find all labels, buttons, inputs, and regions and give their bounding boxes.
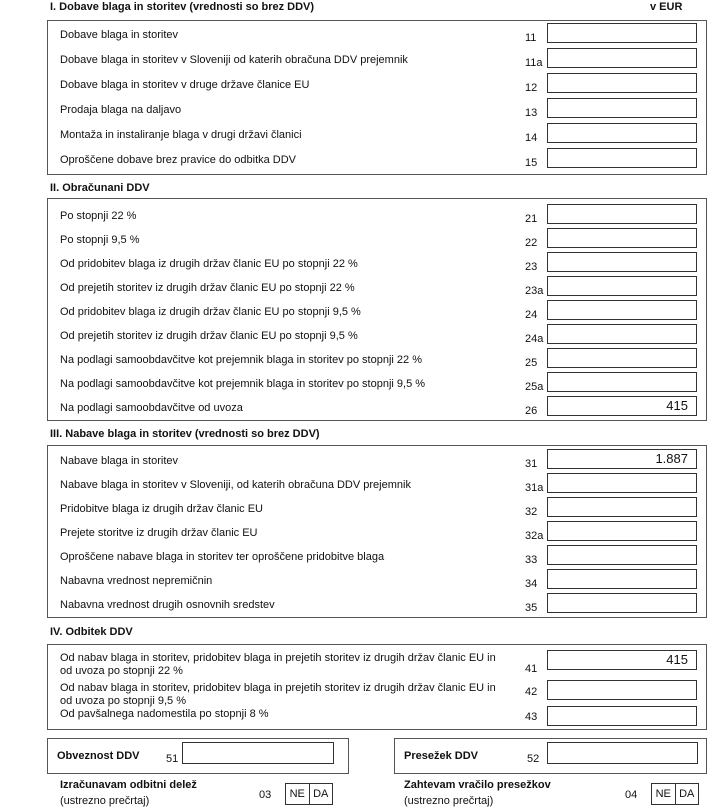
row-15 [48, 148, 706, 173]
vracilo-choice [651, 783, 699, 805]
amount-input-34[interactable] [547, 569, 697, 589]
row-code: 26 [525, 405, 538, 417]
row-25 [48, 348, 706, 373]
presezek-label: Presežek DDV [404, 750, 478, 762]
row-label: Na podlagi samoobdavčitve kot prejemnik blaga in storitev po stopnji 22 % [60, 354, 422, 366]
row-code: 11 [525, 32, 537, 44]
row-code: 12 [525, 82, 538, 94]
row-code: 24 [525, 309, 538, 321]
row-code: 23 [525, 261, 538, 273]
row-code: 24a [525, 333, 544, 345]
vracilo-da[interactable]: DA [675, 784, 699, 804]
row-31a [48, 473, 706, 498]
section-1-box [47, 20, 707, 175]
row-code: 22 [525, 237, 538, 249]
row-31 [48, 449, 706, 474]
row-33 [48, 545, 706, 570]
row-label: Montaža in instaliranje blaga v drugi državi članici [60, 129, 302, 141]
amount-input-32a[interactable] [547, 521, 697, 541]
row-code: 42 [525, 686, 538, 698]
row-code: 43 [525, 711, 538, 723]
row-label: Od nabav blaga in storitev, pridobitev blaga in prejetih storitev iz drugih držav članic EU in od uvoza po stopnji 9,5 % [60, 682, 496, 707]
presezek-code: 52 [527, 753, 540, 765]
row-label: Od pavšalnega nadomestila po stopnji 8 % [60, 708, 269, 720]
row-24 [48, 300, 706, 325]
amount-input-23[interactable] [547, 252, 697, 272]
presezek-input[interactable] [547, 742, 698, 764]
row-23a [48, 276, 706, 301]
row-41 [48, 650, 706, 678]
row-code: 31 [525, 458, 538, 470]
row-code: 23a [525, 285, 544, 297]
amount-input-26[interactable]: 415 [547, 396, 697, 416]
vracilo-ne[interactable]: NE [655, 788, 671, 800]
amount-input-25a[interactable] [547, 372, 697, 392]
row-26 [48, 396, 706, 421]
amount-input-15[interactable] [547, 148, 697, 168]
row-label: Po stopnji 9,5 % [60, 234, 140, 246]
row-label: Dobave blaga in storitev [60, 29, 179, 41]
amount-input-24a[interactable] [547, 324, 697, 344]
obveznost-label: Obveznost DDV [57, 750, 140, 762]
row-label: Dobave blaga in storitev v druge države članice EU [60, 79, 310, 91]
obveznost-code: 51 [166, 753, 179, 765]
section-4-box [47, 644, 707, 730]
row-label: Od pridobitev blaga iz drugih držav članic EU po stopnji 22 % [60, 258, 358, 270]
amount-input-33[interactable] [547, 545, 697, 565]
odbitni-delez-subtitle: (ustrezno prečrtaj) [60, 795, 150, 807]
odbitni-delez-code: 03 [259, 789, 272, 801]
row-code: 32a [525, 530, 544, 542]
odbitni-delez-title: Izračunavam odbitni delež [60, 779, 197, 791]
row-43 [48, 706, 706, 728]
section-3-box [47, 445, 707, 618]
odbitni-delez-da[interactable]: DA [309, 784, 333, 804]
row-label: Nabave blaga in storitev [60, 455, 179, 467]
currency-unit: v EUR [650, 1, 683, 13]
row-code: 41 [525, 663, 538, 675]
amount-input-24[interactable] [547, 300, 697, 320]
amount-input-32[interactable] [547, 497, 697, 517]
amount-input-42[interactable] [547, 680, 697, 700]
amount-input-35[interactable] [547, 593, 697, 613]
amount-input-43[interactable] [547, 706, 697, 726]
vracilo-code: 04 [625, 789, 638, 801]
row-11 [48, 23, 706, 48]
row-label: Nabavna vrednost drugih osnovnih sredstev [60, 599, 275, 611]
amount-input-22[interactable] [547, 228, 697, 248]
row-code: 25 [525, 357, 538, 369]
amount-input-31a[interactable] [547, 473, 697, 493]
amount-input-12[interactable] [547, 73, 697, 93]
row-12 [48, 73, 706, 98]
row-code: 25a [525, 381, 544, 393]
presezek-box [394, 738, 707, 774]
row-label: Po stopnji 22 % [60, 210, 137, 222]
row-22 [48, 228, 706, 253]
row-label: Nabave blaga in storitev v Sloveniji, od katerih obračuna DDV prejemnik [60, 479, 411, 491]
row-42 [48, 680, 706, 706]
row-code: 31a [525, 482, 544, 494]
row-label: Na podlagi samoobdavčitve kot prejemnik blaga in storitev po stopnji 9,5 % [60, 378, 426, 390]
odbitni-delez-choice [285, 783, 333, 805]
row-label: Nabavna vrednost nepremičnin [60, 575, 213, 587]
row-label: Dobave blaga in storitev v Sloveniji od katerih obračuna DDV prejemnik [60, 54, 408, 66]
vracilo-title: Zahtevam vračilo presežkov [404, 779, 551, 791]
row-23 [48, 252, 706, 277]
section-3-title: III. Nabave blaga in storitev (vrednosti so brez DDV) [50, 428, 320, 440]
section-1-title: I. Dobave blaga in storitev (vrednosti so brez DDV) [50, 1, 315, 13]
vracilo-subtitle: (ustrezno prečrtaj) [404, 795, 494, 807]
row-code: 34 [525, 578, 538, 590]
section-2-title: II. Obračunani DDV [50, 182, 150, 194]
row-13 [48, 98, 706, 123]
row-25a [48, 372, 706, 397]
row-11a [48, 48, 706, 73]
row-code: 21 [525, 213, 538, 225]
amount-input-11a[interactable] [547, 48, 697, 68]
row-label: Prodaja blaga na daljavo [60, 104, 182, 116]
row-code: 33 [525, 554, 538, 566]
amount-input-41[interactable]: 415 [547, 650, 697, 670]
row-code: 32 [525, 506, 538, 518]
row-35 [48, 593, 706, 618]
row-label: Od pridobitev blaga iz drugih držav članic EU po stopnji 9,5 % [60, 306, 361, 318]
row-21 [48, 204, 706, 229]
amount-input-23a[interactable] [547, 276, 697, 296]
odbitni-delez-ne[interactable]: NE [289, 788, 305, 800]
amount-input-31[interactable]: 1.887 [547, 449, 697, 469]
amount-input-21[interactable] [547, 204, 697, 224]
amount-input-14[interactable] [547, 123, 697, 143]
row-label: Od prejetih storitev iz drugih držav članic EU po stopnji 22 % [60, 282, 355, 294]
row-label: Na podlagi samoobdavčitve od uvoza [60, 402, 243, 414]
row-label: Oproščene dobave brez pravice do odbitka DDV [60, 154, 297, 166]
row-32 [48, 497, 706, 522]
row-code: 15 [525, 157, 538, 169]
amount-input-11[interactable] [547, 23, 697, 43]
row-label: Oproščene nabave blaga in storitev ter oproščene pridobitve blaga [60, 551, 385, 563]
row-code: 35 [525, 602, 538, 614]
row-label: Od prejetih storitev iz drugih držav članic EU po stopnji 9,5 % [60, 330, 358, 342]
amount-input-25[interactable] [547, 348, 697, 368]
row-code: 11a [525, 57, 543, 69]
row-code: 14 [525, 132, 538, 144]
row-code: 13 [525, 107, 538, 119]
row-label: Prejete storitve iz drugih držav članic EU [60, 527, 258, 539]
row-34 [48, 569, 706, 594]
row-32a [48, 521, 706, 546]
row-label: Pridobitve blaga iz drugih držav članic EU [60, 503, 263, 515]
section-2-box [47, 198, 707, 421]
obveznost-box [47, 738, 349, 774]
section-4-title: IV. Odbitek DDV [50, 626, 133, 638]
row-14 [48, 123, 706, 148]
amount-input-13[interactable] [547, 98, 697, 118]
obveznost-input[interactable] [182, 742, 334, 764]
row-24a [48, 324, 706, 349]
row-label: Od nabav blaga in storitev, pridobitev blaga in prejetih storitev iz drugih držav članic EU in od uvoza po stopnji 22 % [60, 652, 496, 677]
